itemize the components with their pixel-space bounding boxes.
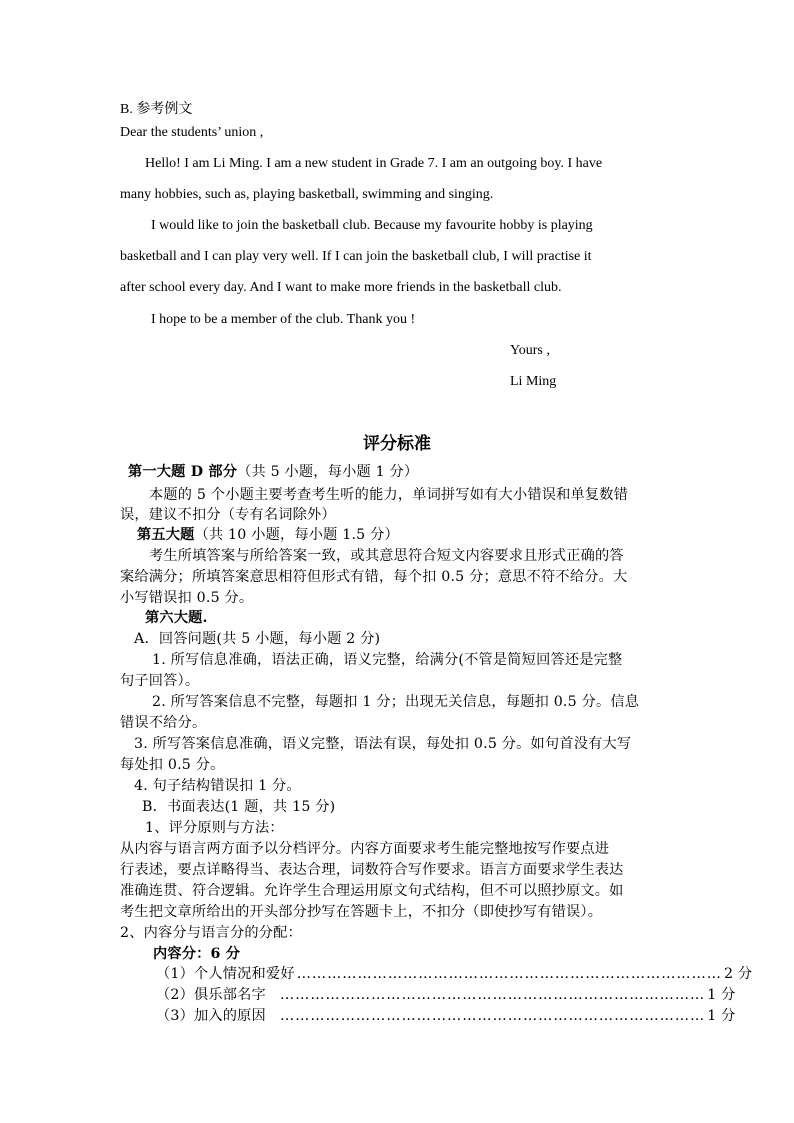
content-item-label: （1）个人情况和爱好 <box>156 966 295 982</box>
section-5-heading <box>137 524 399 544</box>
essay-closing: Yours , <box>510 343 550 358</box>
section-1-title: 第一大题 D 部分 <box>128 464 238 480</box>
part-b-criteria-line-3: 准确连贯、符合逻辑。允许学生合理运用原文句式结构，但不可以照抄原文。如 <box>120 883 624 899</box>
part-a-item-1-line-2: 句子回答）。 <box>120 673 200 689</box>
score-allocation-heading: 2、内容分与语言分的分配： <box>120 925 302 941</box>
dot-leader: ………………………………………………………………………… <box>279 1008 706 1024</box>
content-item-score: 2 分 <box>723 966 753 982</box>
part-a-heading: A．回答问题(共 5 小题，每小题 2 分) <box>134 631 381 647</box>
content-score-heading: 内容分：6 分 <box>153 946 241 962</box>
part-a-item-1-line-1: 1. 所写信息准确，语法正确，语义完整，给满分(不管是简短回答还是完整 <box>152 652 623 668</box>
section-1-line-1: 本题的 5 个小题主要考查考生听的能力，单词拼写如有大小错误和单复数错 <box>149 487 629 503</box>
part-a-item-4: 4. 句子结构错误扣 1 分。 <box>134 778 301 794</box>
section-1-line-2: 误，建议不扣分（专有名词除外） <box>120 507 336 523</box>
content-item-score: 1 分 <box>707 987 736 1003</box>
part-b-criteria-line-1: 从内容与语言两方面予以分档评分。内容方面要求考生能完整地按写作要点进 <box>120 841 610 857</box>
part-a-item-2-line-1: 2. 所写答案信息不完整，每题扣 1 分；出现无关信息，每题扣 0.5 分。信息 <box>152 694 640 710</box>
section-5-line-1: 考生所填答案与所给答案一致，或其意思符合短文内容要求且形式正确的答 <box>149 548 624 564</box>
content-item-2 <box>156 984 736 1004</box>
content-item-3 <box>156 1005 736 1025</box>
content-item-label: （3）加入的原因 <box>156 1008 266 1024</box>
part-b-criteria-heading: 1、评分原则与方法： <box>145 820 284 836</box>
section-5-line-2: 案给满分；所填答案意思相符但形式有错，每个扣 0.5 分；意思不符不给分。大 <box>120 569 628 585</box>
part-b-heading: B．书面表达(1 题，共 15 分) <box>142 799 336 815</box>
section-5-title: 第五大题 <box>137 527 195 543</box>
section-5-note: （共 10 小题，每小题 1.5 分） <box>194 527 399 543</box>
essay-greeting: Dear the students’ union , <box>120 125 264 140</box>
rubric-title: 评分标准 <box>363 434 431 454</box>
essay-paragraph-2-line-1: I would like to join the basketball club. Because my favourite hobby is playing <box>151 218 593 233</box>
part-a-item-3-line-1: 3. 所写答案信息准确，语义完整，语法有误，每处扣 0.5 分。如句首没有大写 <box>134 736 632 752</box>
part-b-criteria-line-2: 行表述，要点详略得当、表达合理，词数符合写作要求。语言方面要求学生表达 <box>120 862 624 878</box>
section-5-line-3: 小写错误扣 0.5 分。 <box>120 590 254 606</box>
essay-paragraph-1-line-1: Hello! I am Li Ming. I am a new student in Grade 7. I am an outgoing boy. I have <box>145 156 603 171</box>
section-1-heading <box>128 461 418 481</box>
section-1-note: （共 5 小题，每小题 1 分） <box>237 464 419 480</box>
section-b-label: B. 参考例文 <box>120 102 193 117</box>
content-item-score: 1 分 <box>707 1008 736 1024</box>
essay-paragraph-2-line-3: after school every day. And I want to make more friends in the basketball club. <box>120 280 562 295</box>
dot-leader: ………………………………………………………………………… <box>279 987 706 1003</box>
essay-signature: Li Ming <box>510 374 557 389</box>
part-a-item-3-line-2: 每处扣 0.5 分。 <box>120 757 225 773</box>
part-a-item-2-line-2: 错误不给分。 <box>120 715 207 731</box>
essay-paragraph-2-line-2: basketball and I can play very well. If I can join the basketball club, I will practise it <box>120 249 592 264</box>
content-item-label: （2）俱乐部名字 <box>156 987 266 1003</box>
dot-leader: ………………………………………………………………………… <box>296 966 722 982</box>
essay-paragraph-1-line-2: many hobbies, such as, playing basketball, swimming and singing. <box>120 187 494 202</box>
section-6-heading: 第六大题. <box>145 610 208 626</box>
essay-paragraph-3: I hope to be a member of the club. Thank you ! <box>151 312 416 327</box>
part-b-criteria-line-4: 考生把文章所给出的开头部分抄写在答题卡上，不扣分（即使抄写有错误）。 <box>120 904 603 920</box>
content-item-1 <box>156 963 753 983</box>
